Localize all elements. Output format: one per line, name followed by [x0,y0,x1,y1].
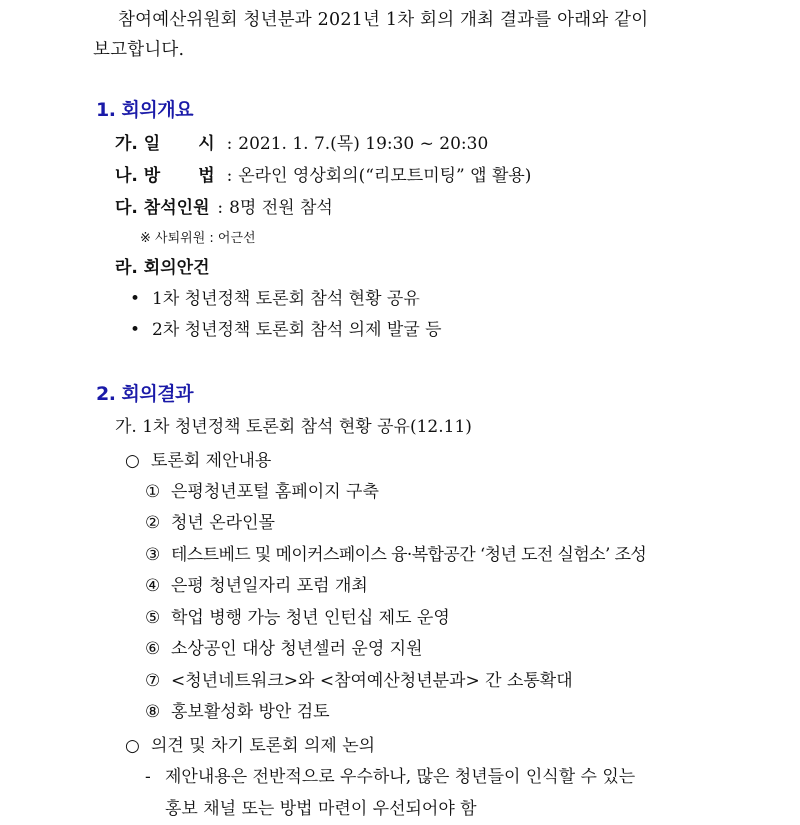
discussion-line-1 [145,766,635,788]
section-2-title: 2. 회의결과 [96,383,193,405]
proposal-item [145,512,275,534]
agenda-label: 라. 회의안건 [115,258,210,278]
overview-separator: : [226,134,233,154]
bullet-icon: • [130,320,141,340]
circled-number-icon: ⑧ [145,702,161,722]
resignation-note: ※ 사퇴위원 : 어근선 [140,231,256,246]
proposal-text: 테스트베드 및 메이커스페이스 융·복합공간 ‘청년 도전 실험소’ 조성 [171,545,647,565]
proposal-text: 소상공인 대상 청년셀러 운영 지원 [171,639,423,659]
discussion-group-title [125,735,375,757]
proposal-item [145,481,379,503]
circled-number-icon: ⑥ [145,639,161,659]
bullet-icon: • [130,289,141,309]
overview-label-2: 법 [198,166,215,186]
proposal-text: 홍보활성화 방안 검토 [171,702,330,722]
overview-item-method [115,165,531,187]
overview-separator: : [226,166,233,186]
proposal-text: <청년네트워크>와 <참여예산청년분과> 간 소통확대 [171,671,573,691]
dash-icon: - [145,767,151,787]
discussion-line-2: 홍보 채널 또는 방법 마련이 우선되어야 함 [165,799,477,819]
agenda-item-text: 1차 청년정책 토론회 참석 현황 공유 [152,289,420,309]
agenda-item-text: 2차 청년정책 토론회 참석 의제 발굴 등 [152,320,442,340]
circled-number-icon: ② [145,513,161,533]
proposal-text: 은평청년포털 홈페이지 구축 [171,482,379,502]
proposal-item [145,701,330,723]
circled-number-icon: ③ [145,545,161,565]
proposal-text: 청년 온라인몰 [171,513,275,533]
result-sub-heading: 가. 1차 청년정책 토론회 참석 현황 공유(12.11) [115,417,472,437]
overview-label: 다. 참석인원 [115,198,210,218]
overview-label-2: 시 [198,134,215,154]
group-title-text: 의견 및 차기 토론회 의제 논의 [151,736,376,756]
agenda-item [130,288,420,310]
proposal-item [145,544,646,566]
proposal-group-title [125,450,271,472]
hollow-circle-icon: ○ [125,736,140,756]
overview-value: 온라인 영상회의(“리모트미팅” 앱 활용) [238,166,532,186]
hollow-circle-icon: ○ [125,451,140,471]
circled-number-icon: ① [145,482,161,502]
circled-number-icon: ⑤ [145,608,161,628]
intro-line-1: 참여예산위원회 청년분과 2021년 1차 회의 개최 결과를 아래와 같이 [118,10,649,30]
overview-item-date [115,133,488,155]
overview-item-attendees [115,197,333,219]
proposal-text: 은평 청년일자리 포럼 개최 [171,576,368,596]
overview-separator: : [217,198,224,218]
overview-value: 8명 전원 참석 [229,198,333,218]
proposal-item [145,607,450,629]
overview-value: 2021. 1. 7.(목) 19:30 ~ 20:30 [238,134,489,154]
overview-label: 가. 일 [115,134,161,154]
section-1-title: 1. 회의개요 [96,99,193,121]
proposal-text: 학업 병행 가능 청년 인턴십 제도 운영 [171,608,450,628]
proposal-item [145,575,368,597]
intro-line-2: 보고합니다. [93,40,185,60]
proposal-item [145,638,423,660]
circled-number-icon: ④ [145,576,161,596]
circled-number-icon: ⑦ [145,671,161,691]
discussion-text: 제안내용은 전반적으로 우수하나, 많은 청년들이 인식할 수 있는 [165,767,636,787]
group-title-text: 토론회 제안내용 [151,451,272,471]
overview-label: 나. 방 [115,166,161,186]
agenda-item [130,319,442,341]
proposal-item [145,670,573,692]
